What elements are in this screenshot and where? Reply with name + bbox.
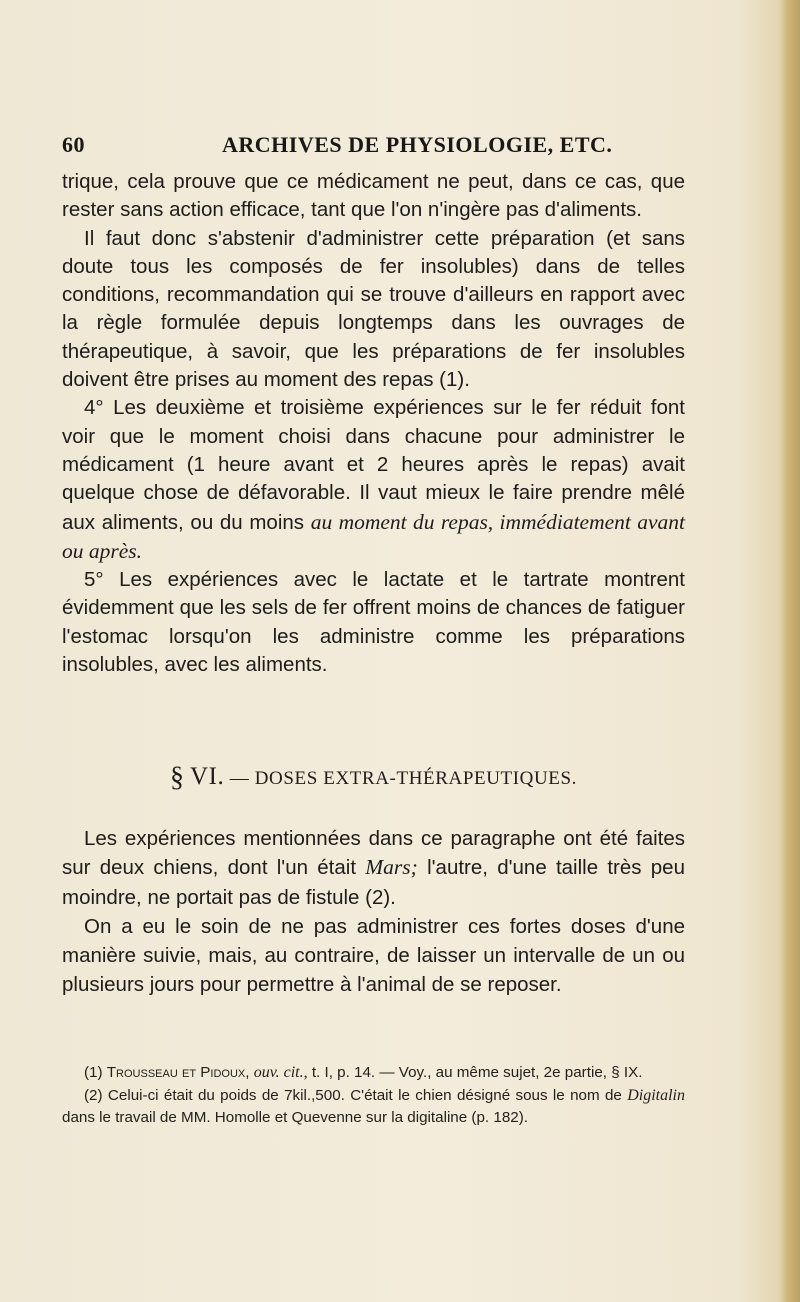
italic-dog-name: Mars; [365,855,418,880]
body-text-upper [62,168,685,679]
page-number: 60 [62,132,85,157]
section-heading [62,762,685,794]
paragraph [62,394,685,566]
page-edge [780,0,800,1302]
paragraph: trique, cela prouve que ce médicament ne peut, dans ce cas, que rester sans action efficace, tant que l'on n'ingère pas d'aliments. [62,170,685,222]
footnote-number: (1) [84,1064,107,1081]
footnote-italic: Digitalin [627,1086,685,1104]
section-number: VI. [189,763,225,790]
footnote-1 [62,1062,685,1085]
paragraph-text: l'autre, d'une taille très peu moindre, ne portait pas de fistule (2). [62,856,685,909]
footnote-italic: ouv. cit., [253,1064,308,1081]
section-title: DOSES EXTRA-THÉRAPEUTIQUES. [254,768,578,789]
footnote-text: (2) Celui-ci était du poids de 7kil.,500. C'était le chien désigné sous le nom de [84,1086,628,1104]
paragraph: On a eu le soin de ne pas administrer ces fortes doses d'une manière suivie, mais, au contraire, de laisser un intervalle de un ou plusieurs jours pour permettre à l'animal de se reposer. [62,914,685,997]
paragraph [62,824,685,912]
footnote-2 [62,1085,685,1130]
running-header [62,132,685,162]
paragraph-text: Les expériences mentionnées dans ce paragraphe ont été faites sur deux chiens, dont l'un était [62,827,685,880]
body-text-lower [62,824,685,1000]
section-sign: § [169,762,185,793]
paragraph-text: 4° Les deuxième et troisième expériences sur le fer réduit font voir que le moment choisi dans chacune pour administrer le médicament (1 heure avant et 2 heures après le repas) avait quelque chose de défavorable. Il vaut mieux le faire prendre mêlé aux aliments, ou du moins [62,396,685,534]
footnotes [62,1062,685,1130]
paragraph: Il faut donc s'abstenir d'administrer cette préparation (et sans doute tous les composés de fer insolubles) dans de telles conditions, recommandation qui se trouve d'ailleurs en rapport avec la règle formulée depuis longtemps dans les ouvrages de thérapeutique, à savoir, que les préparations de fer insolubles doivent être prises au moment des repas (1). [62,226,685,392]
section-dash: — [224,768,255,789]
italic-phrase: au moment du repas, immédiatement avant ou après. [62,509,685,563]
footnote-text: t. I, p. 14. — Voy., au même sujet, 2e partie, § IX. [307,1064,643,1081]
paragraph: 5° Les expériences avec le lactate et le tartrate montrent évidemment que les sels de fer offrent moins de chances de fatiguer l'estomac lorsqu'on les administre comme les préparations insolubles, avec les aliments. [62,568,685,677]
running-head-title: ARCHIVES DE PHYSIOLOGIE, ETC. [222,132,613,157]
footnote-text: dans le travail de MM. Homolle et Quevenne sur la digitaline (p. 182). [62,1109,528,1126]
footnote-authors: Trousseau et Pidoux, [106,1064,254,1081]
